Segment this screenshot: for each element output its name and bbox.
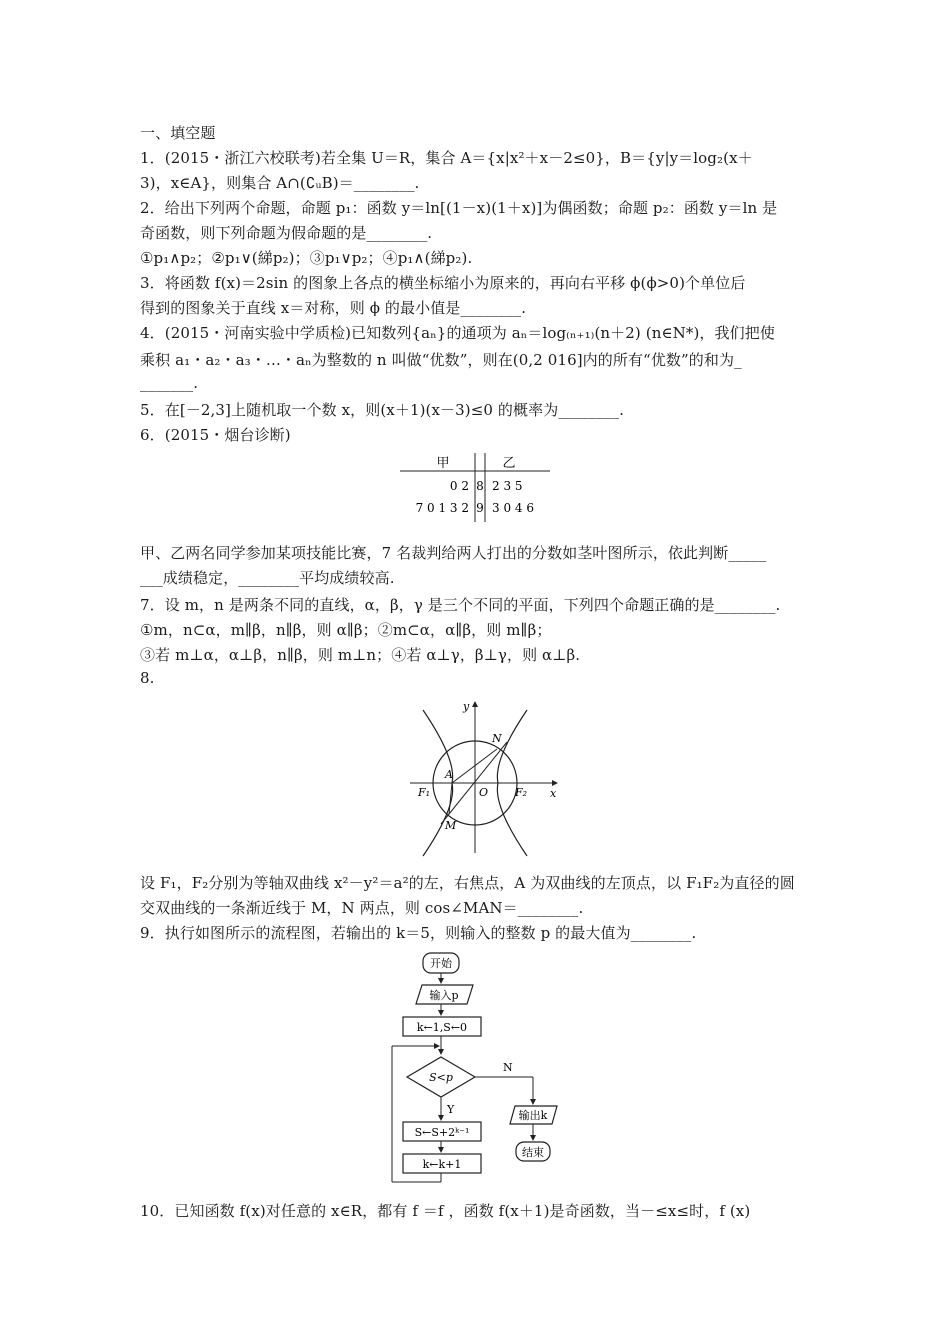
- stem-leaf-table: [395, 450, 555, 526]
- label-a: A: [445, 768, 453, 781]
- flow-yes-label: Y: [447, 1103, 455, 1116]
- table-row-1-left: 0 2: [449, 479, 469, 493]
- question-7-line-2: ①m，n⊂α，m∥β，n∥β，则 α∥β；②m⊂α，α∥β，则 m∥β；: [140, 621, 552, 639]
- flow-start-text: 开始: [430, 957, 452, 970]
- question-1-line-1: 1．(2015・浙江六校联考)若全集 U＝R，集合 A＝{x|x²＋x－2≤0}，B＝{y|y＝log₂(x＋: [140, 149, 753, 167]
- flow-update-s-text: S←S+2ᵏ⁻¹: [414, 1126, 470, 1139]
- question-8-number: 8.: [140, 669, 155, 687]
- label-f1: F₁: [418, 786, 431, 799]
- table-row-2-stem: 9: [476, 501, 484, 515]
- flow-output-text: 输出k: [518, 1109, 548, 1122]
- question-4-line-1: 4．(2015・河南实验中学质检)已知数列{aₙ}的通项为 aₙ＝log₍ₙ₊₁₎(n＋2) (n∈N*)，我们把使: [140, 324, 775, 342]
- question-8-line-3: 交双曲线的一条渐近线于 M，N 两点，则 cos∠MAN＝________.: [140, 899, 584, 917]
- question-8-line-2: 设 F₁，F₂分别为等轴双曲线 x²－y²＝a²的左，右焦点，A 为双曲线的左顶点，以 F₁F₂为直径的圆: [140, 874, 795, 892]
- question-6-line-2: 甲、乙两名同学参加某项技能比赛，7 名裁判给两人打出的分数如茎叶图所示，依此判断_____: [140, 544, 767, 562]
- question-7-line-3: ③若 m⊥α，α⊥β，n∥β，则 m⊥n；④若 α⊥γ，β⊥γ，则 α⊥β.: [140, 646, 581, 664]
- question-3-line-2: 得到的图象关于直线 x＝对称，则 ϕ 的最小值是________.: [140, 299, 527, 317]
- table-row-2-left: 7 0 1 3 2: [415, 501, 469, 515]
- table-row-2-right: 3 0 4 6: [492, 501, 534, 515]
- question-2-options: ①p₁∧p₂；②p₁∨(綈p₂)；③p₁∨p₂；④p₁∧(綈p₂).: [140, 249, 473, 267]
- question-10-line-1: 10．已知函数 f(x)对任意的 x∈R，都有 f ＝f ，函数 f(x＋1)是奇函数，当－≤x≤时，f (x): [140, 1202, 751, 1220]
- label-y: y: [463, 700, 470, 713]
- question-4-line-2: 乘积 a₁・a₂・a₃・…・aₙ为整数的 n 叫做“优数”，则在(0,2 016]内的所有“优数”的和为_: [140, 351, 742, 369]
- question-3-line-1: 3．将函数 f(x)＝2sin 的图象上各点的横坐标缩小为原来的，再向右平移 ϕ(ϕ>0)个单位后: [140, 274, 746, 292]
- question-2-line-1: 2．给出下列两个命题，命题 p₁：函数 y＝ln[(1－x)(1＋x)]为偶函数；命题 p₂：函数 y＝ln 是: [140, 199, 778, 217]
- flowchart: [375, 950, 575, 1190]
- table-row-1-stem: 8: [476, 479, 484, 493]
- flow-no-label: N: [503, 1061, 513, 1074]
- label-f2: F₂: [515, 786, 528, 799]
- question-6-line-3: ___成绩稳定，________平均成绩较高.: [140, 569, 395, 587]
- question-1-line-2: 3)，x∈A}，则集合 A∩(∁ᵤB)＝________.: [140, 174, 420, 192]
- flow-end-text: 结束: [522, 1146, 544, 1159]
- question-4-line-3: _______.: [140, 374, 199, 392]
- table-header-right: 乙: [502, 456, 516, 471]
- table-header-left: 甲: [436, 456, 450, 471]
- flow-decision-text: S<p: [429, 1071, 453, 1084]
- label-n: N: [492, 732, 502, 745]
- question-2-line-2: 奇函数，则下列命题为假命题的是________.: [140, 224, 433, 242]
- flow-input-text: 输入p: [429, 989, 459, 1002]
- question-6-line-1: 6．(2015・烟台诊断): [140, 426, 291, 444]
- table-row-1-right: 2 3 5: [492, 479, 523, 493]
- flow-update-k-text: k←k+1: [422, 1158, 462, 1171]
- label-o: O: [479, 786, 489, 799]
- hyperbola-circle-figure: [405, 698, 565, 858]
- section-title: 一、填空题: [140, 124, 216, 142]
- question-5-line-1: 5．在[－2,3]上随机取一个数 x，则(x＋1)(x－3)≤0 的概率为________.: [140, 401, 624, 419]
- flow-init-text: k←1,S←0: [416, 1021, 468, 1034]
- label-x: x: [550, 787, 557, 800]
- question-9-line-1: 9．执行如图所示的流程图，若输出的 k＝5，则输入的整数 p 的最大值为________.: [140, 924, 697, 942]
- question-7-line-1: 7．设 m，n 是两条不同的直线，α，β，γ 是三个不同的平面，下列四个命题正确的是________.: [140, 596, 781, 614]
- label-m: M: [445, 819, 457, 832]
